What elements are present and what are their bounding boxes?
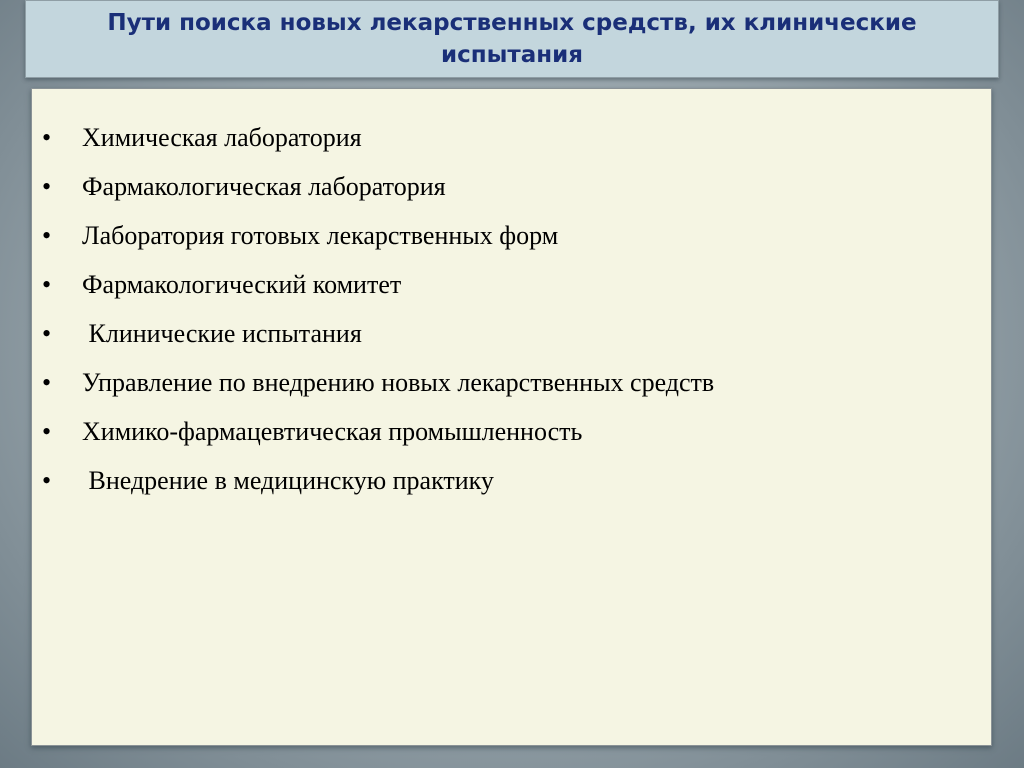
- list-item: [42, 264, 981, 313]
- list-item-text: Клинические испытания: [82, 319, 362, 348]
- list-item: [42, 166, 981, 215]
- list-item-text: Химическая лаборатория: [82, 123, 362, 152]
- list-item: [42, 313, 981, 362]
- list-item: [42, 460, 981, 509]
- bullet-icon: •: [42, 417, 52, 446]
- list-item-text: Внедрение в медицинскую практику: [82, 466, 494, 495]
- bullet-icon: •: [42, 466, 52, 495]
- list-item-text: Управление по внедрению новых лекарственных средств: [82, 368, 715, 397]
- list-item: [42, 117, 981, 166]
- slide-content-box: [31, 88, 992, 746]
- bullet-icon: •: [42, 319, 52, 348]
- bullet-icon: •: [42, 172, 52, 201]
- bullet-icon: •: [42, 123, 52, 152]
- list-item-text: Фармакологическая лаборатория: [82, 172, 446, 201]
- bullet-icon: •: [42, 221, 52, 250]
- list-item-text: Химико-фармацевтическая промышленность: [82, 417, 583, 446]
- list-item-text: Лаборатория готовых лекарственных форм: [82, 221, 559, 250]
- slide-title: Пути поиска новых лекарственных средств, их клинические испытания: [107, 10, 917, 68]
- list-item-text: Фармакологический комитет: [82, 270, 402, 299]
- list-item: [42, 362, 981, 411]
- bullet-list: [42, 117, 981, 509]
- list-item: [42, 411, 981, 460]
- list-item: [42, 215, 981, 264]
- slide-title-box: [25, 0, 999, 78]
- bullet-icon: •: [42, 270, 52, 299]
- bullet-icon: •: [42, 368, 52, 397]
